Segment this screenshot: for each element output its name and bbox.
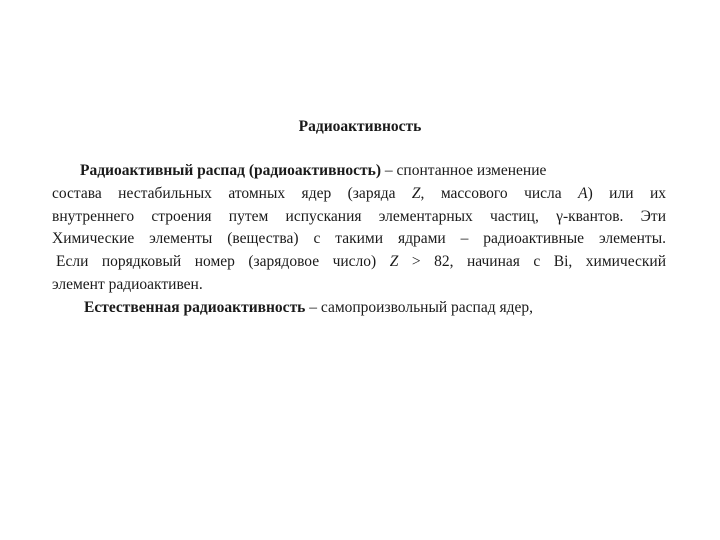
- paragraph-1-line-1: Радиоактивный распад (радиоактивность) – спонтанное изменение: [80, 162, 547, 179]
- body-text: [52, 160, 666, 320]
- term-natural-radioactivity: Естественная радиоактивность: [84, 298, 306, 316]
- paragraph-1-line-2: состава нестабильных атомных ядер (заряда Z, массового числа A) или их: [52, 184, 666, 202]
- term-radioactive-decay: Радиоактивный распад (радиоактивность): [80, 162, 382, 179]
- paragraph-2-line-1: Если порядковый номер (зарядовое число) Z > 82, начиная с Bi, химический: [56, 253, 666, 271]
- paragraph-1-line-4: Химические элементы (вещества) с такими ядрами – радиоактивные элементы.: [52, 230, 666, 248]
- paragraph-3-line-1: Естественная радиоактивность – самопроизвольный распад ядер,: [84, 298, 534, 316]
- page-title: Радиоактивность: [298, 118, 422, 135]
- paragraph-1-line-3: внутреннего строения путем испускания элементарных частиц, γ-квантов. Эти: [52, 207, 666, 225]
- paragraph-2-line-2: элемент радиоактивен.: [52, 275, 203, 293]
